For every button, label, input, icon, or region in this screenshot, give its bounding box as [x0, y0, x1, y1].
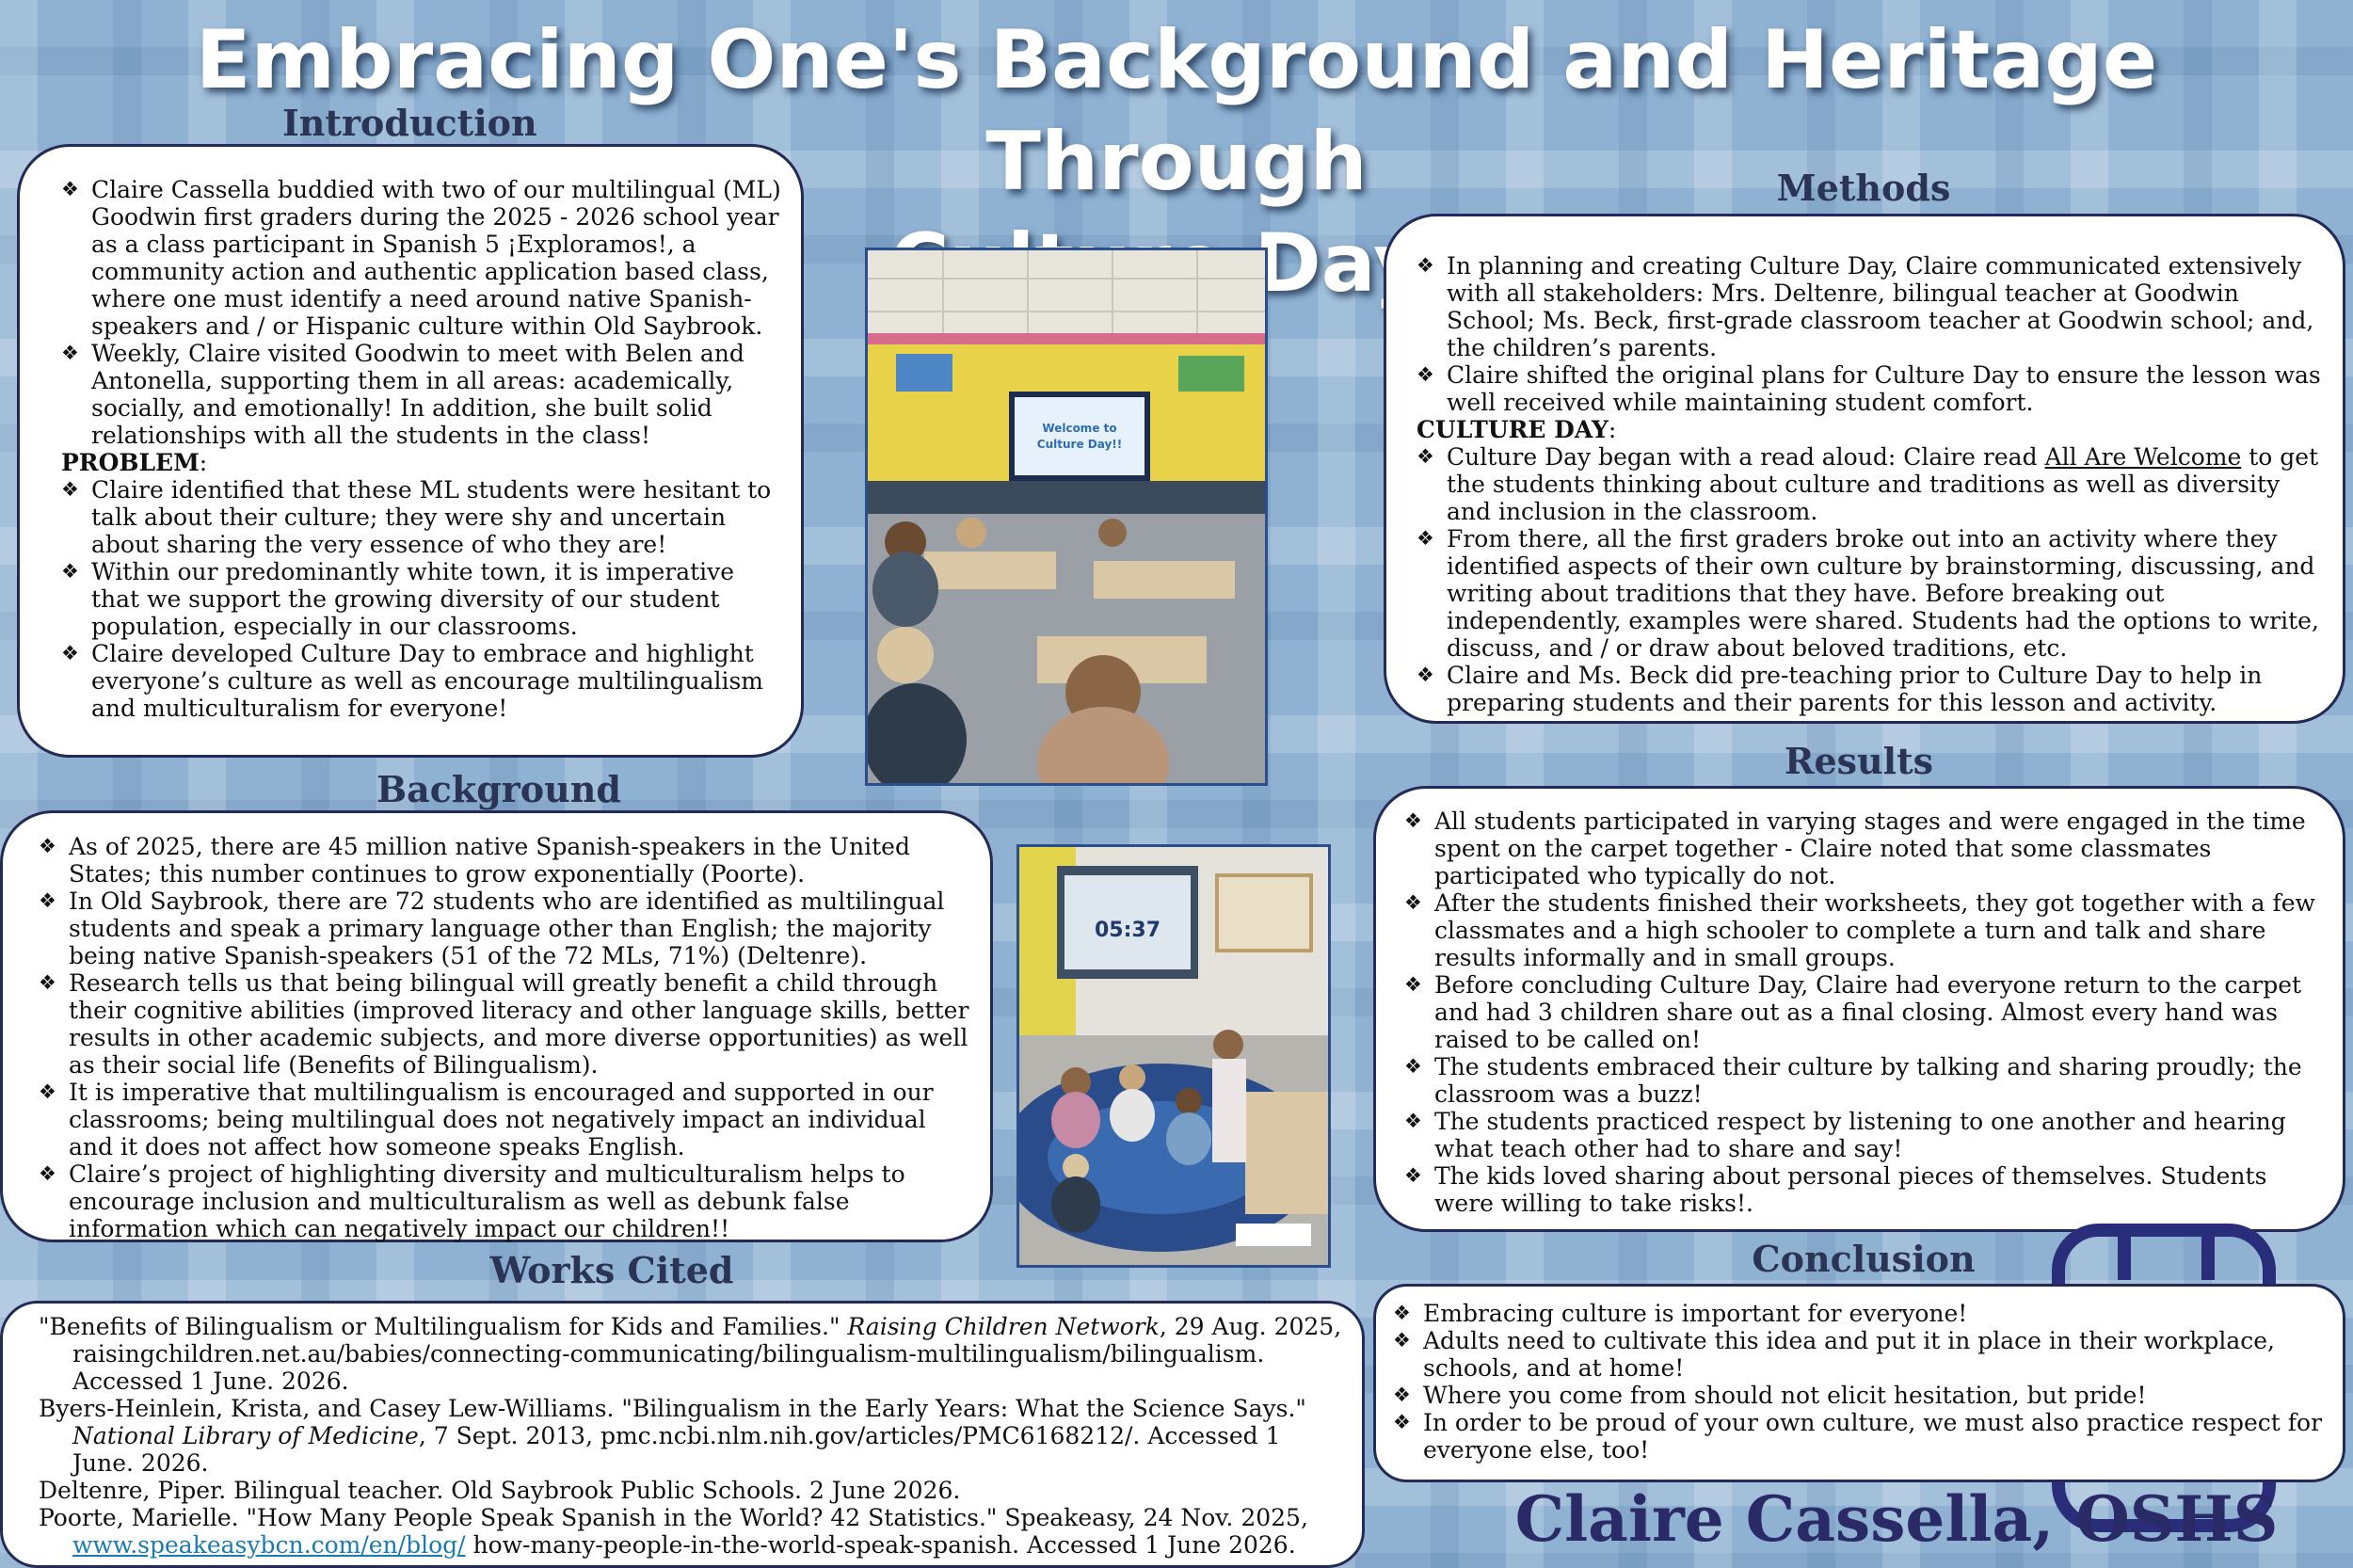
background-heading: Background	[376, 768, 621, 810]
results-heading: Results	[1784, 740, 1934, 782]
citation-title: Poorte, Marielle. "How Many People Speak Spanish in the World? 42 Statistics."	[39, 1504, 998, 1531]
citation-rest: , 29 Aug. 2025, raisingchildren.net.au/babies/connecting-communicating/bilingualism-multilingualism/bilingualism. Accessed 1 June. 2026.	[72, 1313, 1342, 1395]
citation-rest: , 7 Sept. 2013, pmc.ncbi.nlm.nih.gov/articles/PMC6168212/. Accessed 1 June. 2026.	[72, 1422, 1281, 1477]
list-item: ❖ Within our predominantly white town, it is imperative that we support the growing diversity of our student population, especially in our classrooms.	[56, 558, 788, 640]
welcome-screen-text-2: Culture Day!!	[1036, 438, 1123, 451]
speakeasy-link[interactable]: www.speakeasybcn.com/en/blog/	[72, 1531, 466, 1559]
citation-source: Raising Children Network	[847, 1313, 1160, 1340]
results-list	[1399, 808, 2329, 1217]
background-list	[33, 833, 977, 1242]
read-aloud-text-rest: to get the students thinking about culture and traditions as well as diversity and inclusion in the classroom.	[1447, 443, 2319, 525]
school-logo-inner	[2118, 1224, 2215, 1280]
welcome-screen-text-1: Welcome to	[1042, 422, 1117, 435]
list-item: ❖ In Old Saybrook, there are 72 students who are identified as multilingual students and speak a primary language other than English; the majority being native Spanish-speakers (51 of the 72 MLs, 71%) (Deltenre).	[33, 888, 977, 969]
list-item: ❖ In planning and creating Culture Day, Claire communicated extensively with all stakeholders: Mrs. Deltenre, bilingual teacher at Goodwin School; Ms. Beck, first-grade classroom teacher at Goodwin school; and, the children’s parents.	[1411, 252, 2329, 361]
list-item: ❖ Embracing culture is important for everyone!	[1387, 1300, 2329, 1327]
classroom-photo-welcome-image	[868, 250, 1265, 783]
works-cited-box	[0, 1301, 1365, 1568]
list-item: ❖ Claire identified that these ML students were hesitant to talk about their culture; they were shy and uncertain about sharing the very essence of who they are!	[56, 476, 788, 558]
citation-pre: Speakeasy, 24 Nov. 2025,	[1004, 1504, 1308, 1531]
culture-day-label-line: CULTURE DAY:	[1417, 416, 1617, 443]
citation-source: National Library of Medicine	[72, 1422, 419, 1449]
list-item: ❖ As of 2025, there are 45 million native Spanish-speakers in the United States; this number continues to grow exponentially (Poorte).	[33, 833, 977, 888]
problem-label-line: PROBLEM:	[61, 449, 208, 476]
list-item: ❖ Weekly, Claire visited Goodwin to meet with Belen and Antonella, supporting them in all areas: academically, socially, and emotionally! In addition, she built solid relationships with all the students in the class!	[56, 340, 788, 449]
conclusion-list	[1387, 1300, 2329, 1464]
list-item: ❖ Adults need to cultivate this idea and put it in place in their workplace, schools, and at home!	[1387, 1327, 2329, 1382]
culture-day-label: CULTURE DAY	[1417, 416, 1609, 443]
timer-screen-text: 05:37	[1094, 919, 1161, 942]
list-item: ❖ From there, all the first graders broke out into an activity where they identified aspects of their own culture by brainstorming, discussing, and writing about traditions that they have. Before breaking out independently, examples were shared. Students had the options to write, discuss, and / or draw about beloved traditions, etc.	[1411, 525, 2329, 662]
poster-title-line2: Day!	[1254, 216, 1464, 311]
citation-rest: how-many-people-in-the-world-speak-spanish. Accessed 1 June 2026.	[472, 1531, 1296, 1559]
results-box	[1373, 786, 2345, 1232]
list-item: ❖ It is imperative that multilingualism is encouraged and supported in our classrooms; being multilingual does not negatively impact an individual and it does not affect how someone speaks English.	[33, 1079, 977, 1160]
problem-label: PROBLEM	[61, 449, 200, 476]
classroom-photo-welcome	[865, 248, 1268, 786]
works-cited-heading: Works Cited	[489, 1249, 734, 1291]
methods-box	[1384, 214, 2345, 724]
introduction-list	[56, 176, 788, 449]
read-aloud-text: Culture Day began with a read aloud: Claire read	[1447, 443, 2038, 471]
culture-day-list	[1411, 443, 2329, 716]
introduction-heading: Introduction	[282, 102, 537, 144]
list-item: ❖ Claire and Ms. Beck did pre-teaching prior to Culture Day to help in preparing students and their parents for this lesson and activity.	[1411, 662, 2329, 716]
list-item: ❖ After the students finished their worksheets, they got together with a few classmates and a high schooler to complete a turn and talk and share results informally and in small groups.	[1399, 889, 2329, 971]
classroom-photo-carpet-image	[1019, 847, 1328, 1265]
conclusion-heading: Conclusion	[1752, 1238, 1976, 1280]
author-name: Claire Cassella, OSHS	[1514, 1482, 2279, 1556]
poster-title-line1: Embracing One's Background and Heritage Through	[195, 13, 2158, 209]
list-item: ❖ The kids loved sharing about personal pieces of themselves. Students were willing to take risks!.	[1399, 1162, 2329, 1217]
citation-title: "Benefits of Bilingualism or Multilingualism for Kids and Families."	[39, 1313, 840, 1340]
background-box	[0, 810, 993, 1242]
introduction-box	[17, 144, 804, 758]
problem-list	[56, 476, 788, 722]
list-item: ❖ The students practiced respect by listening to one another and hearing what teach other had to share and say!	[1399, 1108, 2329, 1162]
citation-title: Byers-Heinlein, Krista, and Casey Lew-Williams. "Bilingualism in the Early Years: What the Science Says."	[39, 1395, 1306, 1422]
list-item: ❖ Claire developed Culture Day to embrace and highlight everyone’s culture as well as encourage multilingualism and multiculturalism for everyone!	[56, 640, 788, 722]
methods-heading: Methods	[1776, 167, 1951, 209]
methods-list	[1411, 252, 2329, 416]
book-title: All Are Welcome	[2044, 443, 2242, 471]
list-item: ❖ In order to be proud of your own culture, we must also practice respect for everyone else, too!	[1387, 1409, 2329, 1464]
list-item: ❖ Claire Cassella buddied with two of our multilingual (ML) Goodwin first graders during the 2025 - 2026 school year as a class participant in Spanish 5 ¡Exploramos!, a community action and authentic application based class, where one must identify a need around native Spanish-speakers and / or Hispanic culture within Old Saybrook.	[56, 176, 788, 340]
list-item: ❖ Before concluding Culture Day, Claire had everyone return to the carpet and had 3 children share out as a final closing. Almost every hand was raised to be called on!	[1399, 971, 2329, 1053]
list-item: ❖ All students participated in varying stages and were engaged in the time spent on the carpet together - Claire noted that some classmates participated who typically do not.	[1399, 808, 2329, 889]
classroom-photo-carpet	[1016, 844, 1331, 1268]
list-item: ❖ Claire shifted the original plans for Culture Day to ensure the lesson was well received while maintaining student comfort.	[1411, 361, 2329, 416]
list-item	[1411, 443, 2329, 525]
list-item: ❖ Research tells us that being bilingual will greatly benefit a child through their cognitive abilities (improved literacy and other language skills, better results in other academic subjects, and more diverse opportunities) as well as their social life (Benefits of Bilingualism).	[33, 969, 977, 1079]
list-item: ❖ The students embraced their culture by talking and sharing proudly; the classroom was a buzz!	[1399, 1053, 2329, 1108]
citation: Deltenre, Piper. Bilingual teacher. Old Saybrook Public Schools. 2 June 2026.	[39, 1477, 961, 1504]
list-item: ❖ Claire’s project of highlighting diversity and multiculturalism helps to encourage inclusion and multiculturalism as well as debunk false information which can negatively impact our children!!	[33, 1160, 977, 1242]
list-item: ❖ Where you come from should not elicit hesitation, but pride!	[1387, 1382, 2329, 1409]
citation	[39, 1313, 1349, 1395]
conclusion-box	[1373, 1284, 2345, 1482]
citation	[39, 1395, 1349, 1477]
citation	[39, 1504, 1349, 1559]
